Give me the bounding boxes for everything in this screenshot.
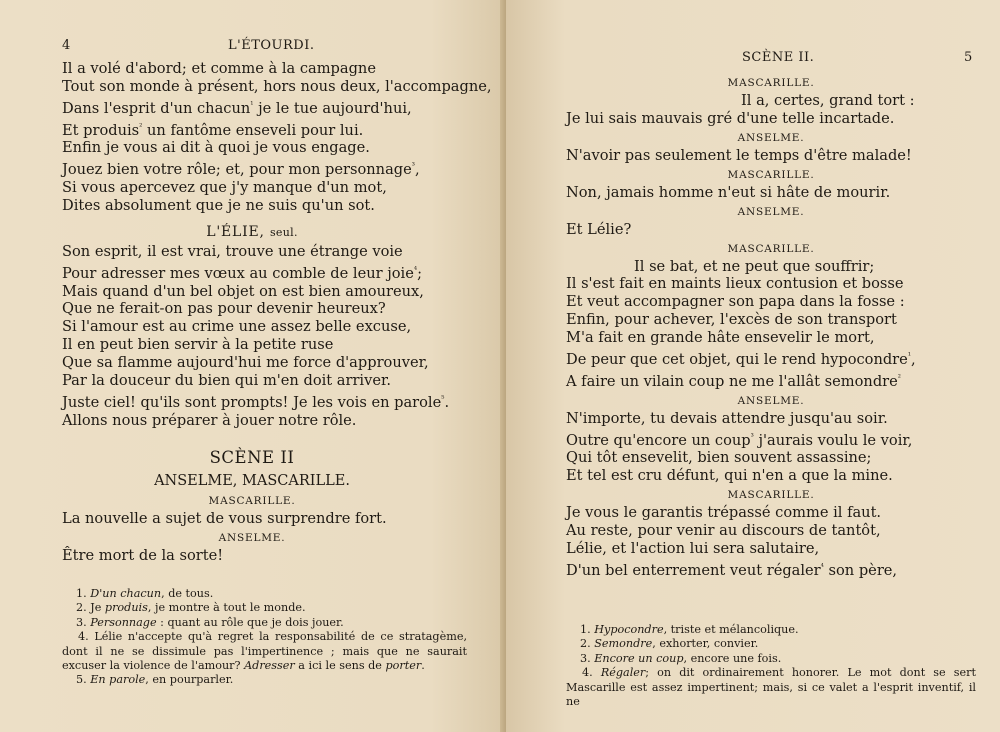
- footnote-ref: ⁵: [441, 393, 445, 403]
- verse-line: Son esprit, il est vrai, trouve une étrange voie: [62, 242, 403, 260]
- verse-line: Et veut accompagner son papa dans la fosse :: [566, 293, 905, 311]
- verse-line: Pour adresser mes vœux au comble de leur joie$^{^4}$;: [62, 264, 422, 282]
- footnote-ref: ³: [750, 431, 754, 441]
- verse-line: Outre qu'encore un coup$^{^3}$ j'aurais voulu le voir,: [566, 431, 913, 449]
- verse-line: Jouez bien votre rôle; et, pour mon personnage$^{^3}$,: [62, 161, 420, 179]
- speaker-mascarille: MASCARILLE.: [727, 489, 815, 502]
- footnotes-right: [566, 623, 976, 709]
- verse-line: Il a, certes, grand tort :: [741, 92, 915, 109]
- footnote: 2. Je produis, je montre à tout le monde.: [76, 601, 306, 615]
- speaker-mascarille: MASCARILLE.: [208, 494, 296, 507]
- verse-line: Il a volé d'abord; et comme à la campagne: [62, 60, 376, 77]
- speaker-anselme: ANSELME.: [737, 394, 805, 407]
- speaker-mascarille: MASCARILLE.: [727, 77, 815, 89]
- speaker-anselme: ANSELME.: [737, 205, 805, 218]
- speaker-elie: L'ÉLIE, seul.: [206, 223, 298, 240]
- footnote-ref: ²: [139, 121, 143, 131]
- speaker-anselme: ANSELME.: [218, 531, 286, 544]
- page-number-right: 5: [964, 50, 973, 65]
- verse-line: Mais quand d'un bel objet on est bien amoureux,: [62, 282, 424, 300]
- right-page-body: [566, 73, 976, 580]
- footnote: 3. Encore un coup, encore une fois.: [580, 651, 782, 665]
- verse-line: Enfin, pour achever, l'excès de son transport: [566, 311, 897, 329]
- left-page-body: [62, 60, 492, 564]
- verse-line: Que sa flamme aujourd'hui me force d'approuver,: [62, 354, 429, 372]
- verse-line: Et produis$^{^2}$ un fantôme enseveli pour lui.: [62, 121, 364, 139]
- verse-line: Il en peut bien servir à la petite ruse: [62, 336, 334, 354]
- verse-line: A faire un vilain coup ne me l'allât semondre$^{^2}$: [566, 372, 901, 390]
- verse-line: N'avoir pas seulement le temps d'être malade!: [566, 146, 912, 164]
- footnote: 4. Régaler; on dit ordinairement honorer. Le mot dont se sert Mascarille est assez impertinent; mais, si ce valet a l'esprit inventif, il ne: [566, 666, 976, 709]
- verse-line: Il s'est fait en maints lieux contusion et bosse: [566, 275, 904, 293]
- verse-line: Lélie, et l'action lui sera salutaire,: [566, 539, 820, 557]
- running-head-right: SCÈNE II.: [742, 50, 815, 65]
- verse-line: Juste ciel! qu'ils sont prompts! Je les vois en parole$^{^5}$.: [62, 393, 450, 411]
- footnote-ref: ²: [897, 372, 901, 382]
- page-number-left: 4: [62, 38, 71, 53]
- footnotes-left: [62, 587, 467, 688]
- verse-line: Non, jamais homme n'eut si hâte de mourir.: [566, 183, 891, 201]
- verse-line: De peur que cet objet, qui le rend hypocondre$^{^1}$,: [566, 350, 916, 368]
- footnote-ref: ³: [411, 161, 415, 171]
- verse-line: Si l'amour est au crime une assez belle excuse,: [62, 318, 412, 336]
- verse-line: Si vous apercevez que j'y manque d'un mot,: [62, 179, 387, 197]
- footnote: 3. Personnage : quant au rôle que je dois jouer.: [76, 615, 344, 629]
- footnote-ref: ⁴: [413, 264, 418, 274]
- speaker-mascarille: MASCARILLE.: [727, 242, 815, 255]
- verse-line: Tout son monde à présent, hors nous deux, l'accompagne,: [62, 77, 492, 95]
- verse-line: Je lui sais mauvais gré d'une telle incartade.: [566, 109, 895, 127]
- speaker-anselme: ANSELME.: [737, 131, 805, 144]
- verse-line: Dites absolument que je ne suis qu'un sot.: [62, 196, 375, 214]
- verse-line: Dans l'esprit d'un chacun$^{^1}$ je le tue aujourd'hui,: [62, 99, 412, 117]
- verse-line: Et Lélie?: [566, 220, 632, 238]
- footnote-ref: ¹: [907, 351, 912, 361]
- footnote: 1. Hypocondre, triste et mélancolique.: [580, 623, 799, 636]
- footnote: 2. Semondre, exhorter, convier.: [580, 637, 759, 651]
- footnote-ref: ⁴: [820, 561, 824, 571]
- footnote: 4. Lélie n'accepte qu'à regret la responsabilité de ce stratagème, dont il ne se dissimule pas l'impertinence ; mais que ne saurait excuser la violence de l'amour? Adresser a ici le sens de porter.: [62, 630, 467, 673]
- verse-line: N'importe, tu devais attendre jusqu'au soir.: [566, 409, 888, 427]
- verse-line: Je vous le garantis trépassé comme il faut.: [566, 504, 882, 522]
- verse-line: M'a fait en grande hâte ensevelir le mort,: [566, 329, 875, 347]
- verse-line: Qui tôt ensevelit, bien souvent assassine;: [566, 449, 872, 467]
- verse-line: Au reste, pour venir au discours de tantôt,: [566, 521, 881, 539]
- scene-characters: ANSELME, MASCARILLE.: [154, 472, 350, 489]
- running-head-left: L'ÉTOURDI.: [228, 38, 315, 53]
- right-page: [506, 0, 1000, 732]
- verse-line: Être mort de la sorte!: [62, 546, 224, 564]
- speaker-mascarille: MASCARILLE.: [727, 168, 815, 181]
- verse-line: La nouvelle a sujet de vous surprendre fort.: [62, 509, 387, 527]
- verse-line: D'un bel enterrement veut régaler$^{^4}$ son père,: [566, 561, 898, 579]
- verse-line: Enfin je vous ai dit à quoi je vous engage.: [62, 139, 370, 157]
- verse-line: Allons nous préparer à jouer notre rôle.: [62, 411, 357, 429]
- verse-line: Par la douceur du bien qui m'en doit arriver.: [62, 372, 391, 390]
- footnote: 5. En parole, en pourparler.: [76, 673, 234, 687]
- footnote-ref: ¹: [250, 99, 254, 109]
- scene-title: SCÈNE II: [209, 447, 295, 467]
- verse-line: Il se bat, et ne peut que souffrir;: [634, 257, 875, 275]
- verse-line: Et tel est cru défunt, qui n'en a que la mine.: [566, 467, 893, 485]
- footnote: 1. D'un chacun, de tous.: [76, 587, 214, 600]
- verse-line: Que ne ferait-on pas pour devenir heureux?: [62, 300, 386, 318]
